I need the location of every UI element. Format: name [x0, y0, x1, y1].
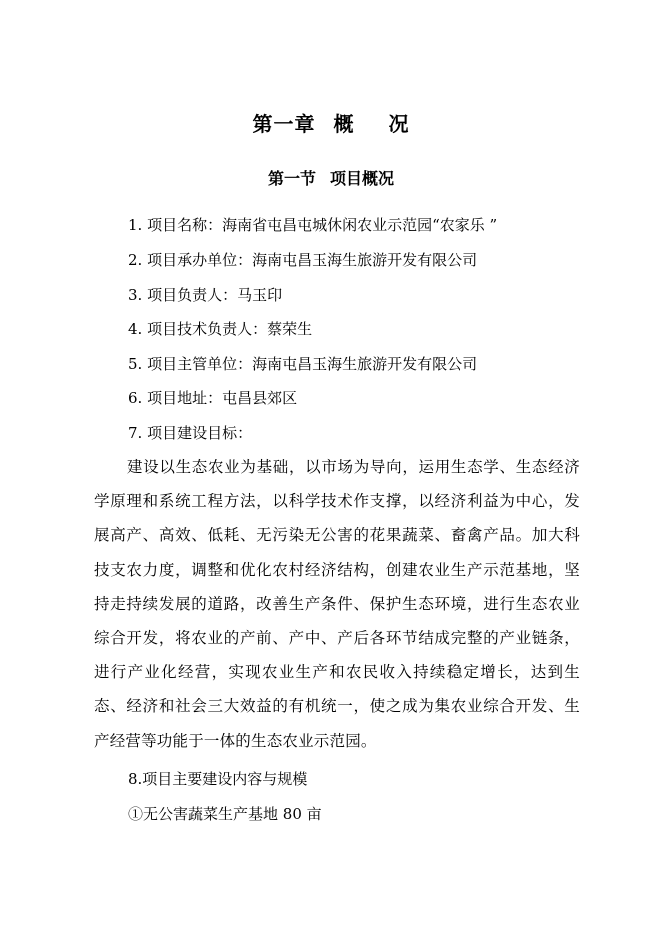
- item-project-leader: 3. 项目负责人：马玉印: [128, 286, 283, 304]
- section-name: 项目概况: [330, 169, 395, 188]
- item-supervising-unit: 5. 项目主管单位：海南屯昌玉海生旅游开发有限公司: [128, 355, 478, 373]
- item-project-name: 1. 项目名称：海南省屯昌屯城休闲农业示范园“农家乐 ”: [128, 216, 498, 234]
- chapter-title: [0, 108, 662, 137]
- section-title: [0, 166, 662, 189]
- item-project-address: 6. 项目地址：屯昌县郊区: [128, 389, 298, 407]
- subitem-vegetable-base: ①无公害蔬菜生产基地 80 亩: [128, 805, 322, 823]
- chapter-word-2: 况: [388, 112, 410, 136]
- item-technical-leader: 4. 项目技术负责人：蔡荣生: [128, 320, 313, 338]
- section-number: 第一节: [267, 169, 316, 188]
- item-construction-goal: 7. 项目建设目标：: [128, 424, 253, 442]
- item-construction-content: 8.项目主要建设内容与规模: [128, 770, 308, 788]
- chapter-number: 第一章: [252, 112, 316, 136]
- item-undertaking-unit: 2. 项目承办单位：海南屯昌玉海生旅游开发有限公司: [128, 251, 478, 269]
- goal-paragraph: 建设以生态农业为基础，以市场为导向，运用生态学、生态经济学原理和系统工程方法，以科学技术作支撑，以经济利益为中心，发展高产、高效、低耗、无污染无公害的花果蔬菜、畜禽产品。加大科技支农力度，调整和优化农村经济结构，创建农业生产示范基地，坚持走持续发展的道路，改善生产条件、保护生态环境，进行生态农业综合开发，将农业的产前、产中、产后各环节结成完整的产业链条，进行产业化经营，实现农业生产和农民收入持续稳定增长，达到生态、经济和社会三大效益的有机统一，使之成为集农业综合开发、生产经营等功能于一体的生态农业示范园。: [94, 458, 580, 750]
- chapter-word-1: 概: [333, 112, 355, 136]
